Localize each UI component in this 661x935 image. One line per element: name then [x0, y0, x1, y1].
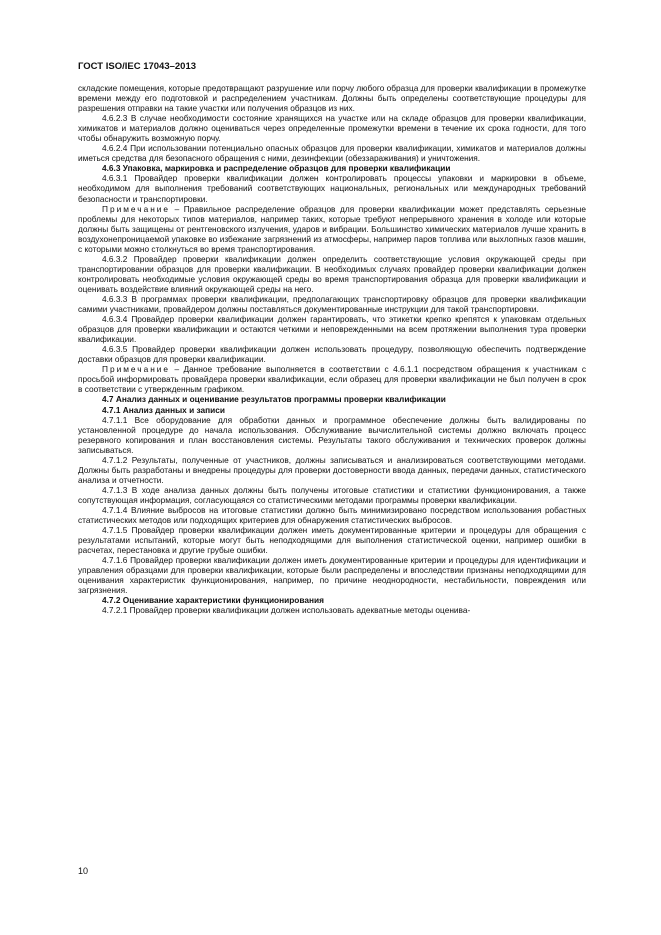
- note-label: Примечание: [102, 203, 171, 214]
- paragraph-storage-continued: складские помещения, которые предотвращают разрушение или порчу любого образца для проверки квалификации в промежутке времени между его подготовкой и распределением участникам. Должны быть определены соответствующие процедуры для разрешения отправки на такие участки или получения образцов из них.: [78, 83, 586, 114]
- paragraph-4-6-3-3: 4.6.3.3 В программах проверки квалификации, предполагающих транспортировку образцов для проверки квалификации самими участниками, провайдером должны поставляться документированные инструкции для такой транспортировки.: [78, 293, 586, 315]
- paragraph-4-7-1-4: 4.7.1.4 Влияние выбросов на итоговые статистики должно быть минимизировано посредством использования робастных статистических методов или подходящих критериев для обнаружения статистических выбросов.: [78, 504, 586, 526]
- section-heading-4-6-3: 4.6.3 Упаковка, маркировка и распределение образцов для проверки квалификации: [102, 163, 451, 174]
- document-body: [78, 83, 586, 615]
- paragraph-4-7-1-5: 4.7.1.5 Провайдер проверки квалификации должен иметь документированные критерии и процедуры для обращения с результатами испытаний, которые могут быть неподходящими для выполнения статистической оценки, например ошибки в расчетах, перестановка и другие грубые ошибки.: [78, 525, 586, 556]
- paragraph-4-7-1-2: 4.7.1.2 Результаты, полученные от участников, должны записываться и анализироваться соответствующими методами. Должны быть разработаны и внедрены процедуры для проверки достоверности ввода данных, передачи данных, статистического анализа и отчетности.: [78, 454, 586, 485]
- page-number: 10: [78, 866, 89, 876]
- paragraph-4-6-3-4: 4.6.3.4 Провайдер проверки квалификации должен гарантировать, что этикетки крепко крепятся к упаковкам отдельных образцов для проверки квалификации и остаются четкими и неповрежденными на всем протяжении выполнения тура проверки квалификации.: [78, 314, 586, 345]
- paragraph-4-6-3-2: 4.6.3.2 Провайдер проверки квалификации должен определить соответствующие условия окружающей среды при транспортировании образцов для проверки квалификации. В необходимых случаях провайдер проверки квалификации должен контролировать необходимые условия окружающей среды во время транспортирования образца для проверки квалификации и оценивать воздействие влияний окружающей среды на него.: [78, 253, 586, 294]
- paragraph-4-6-2-3: 4.6.2.3 В случае необходимости состояние хранящихся на участке или на складе образцов для проверки квалификации, химикатов и материалов должно оцениваться через определенные промежутки времени в течение их срока годности, для того чтобы обнаружить возможную порчу.: [78, 113, 586, 144]
- document-header: ГОСТ ISO/IEC 17043–2013: [78, 61, 197, 72]
- paragraph-4-7-2-1: 4.7.2.1 Провайдер проверки квалификации должен использовать адекватные методы оценива-: [102, 605, 471, 616]
- note-2: [78, 364, 586, 394]
- paragraph-4-6-2-4: 4.6.2.4 При использовании потенциально опасных образцов для проверки квалификации, химикатов и материалов должны иметься средства для безопасного обращения с ними, дезинфекции (обеззараживания) и уничтожения.: [78, 143, 586, 164]
- section-heading-4-7-1: 4.7.1 Анализ данных и записи: [102, 404, 225, 415]
- section-heading-4-7: 4.7 Анализ данных и оценивание результатов программы проверки квалификации: [102, 394, 446, 405]
- note-2-text: – Данное требование выполняется в соответствии с 4.6.1.1 посредством обращения к участникам с просьбой информировать провайдера проверки квалификации, если образец для проверки квалификации не был получен в срок в соответствии с утвержденным графиком.: [78, 364, 586, 395]
- note-label: Примечание: [102, 364, 171, 375]
- note-1: Примечание – Правильное распределение образцов для проверки квалификации может представлять серьезные проблемы для некоторых типов материалов, например таких, которые требуют непрерывного хранения в холоде или которые должны быть защищены от рентгеновского излучения, ударов и вибрации. Большинство химических материалов лучше хранить в воздухонепроницаемой упаковке во избежание загрязнений из атмосферы, например паров топлива или выхлопных газов машин, с которыми можно столкнуться во время транспортирования.: [78, 203, 586, 254]
- paragraph-4-6-3-5: 4.6.3.5 Провайдер проверки квалификации должен использовать процедуру, позволяющую обеспечить подтверждение доставки образцов для проверки квалификации.: [78, 344, 586, 365]
- paragraph-4-7-1-1: 4.7.1.1 Все оборудование для обработки данных и программное обеспечение должны быть валидированы по установленной процедуре до начала использования. Обслуживание вычислительной системы должно включать процесс резервного копирования и план восстановления системы. Результаты такого обслуживания и технических проверок должны записываться.: [78, 414, 586, 455]
- paragraph-4-6-3-1: 4.6.3.1 Провайдер проверки квалификации должен контролировать процессы упаковки и маркировки в объеме, необходимом для выполнения требований соответствующих национальных, региональных или международных требований безопасности и транспортировки.: [78, 173, 586, 204]
- paragraph-4-7-1-3: 4.7.1.3 В ходе анализа данных должны быть получены итоговые статистики и статистики функционирования, а также сопутствующая информация, согласующаяся со статистическими методами программы проверки квалификации.: [78, 484, 586, 505]
- section-heading-4-7-2: 4.7.2 Оценивание характеристики функционирования: [102, 595, 324, 606]
- paragraph-4-7-1-6: 4.7.1.6 Провайдер проверки квалификации должен иметь документированные критерии и процедуры для идентификации и управления образцами для проверки квалификации, которые были распределены и впоследствии признаны неподходящими для оценивания характеристик функционирования, например, по причине неоднородности, нестабильности, повреждения или загрязнения.: [78, 555, 586, 596]
- note-1-text: Правильное распределение образцов для проверки квалификации может представлять серьезные проблемы для некоторых типов материалов, например таких, которые требуют непрерывного хранения в холоде или которые должны быть защищены от рентгеновского излучения, ударов и вибрации. Большинство химических материалов лучше хранить в воздухонепроницаемой упаковке во избежание загрязнений из атмосферы, например паров топлива или выхлопных газов машин, с которыми можно столкнуться во время транспортирования.: [78, 203, 586, 254]
